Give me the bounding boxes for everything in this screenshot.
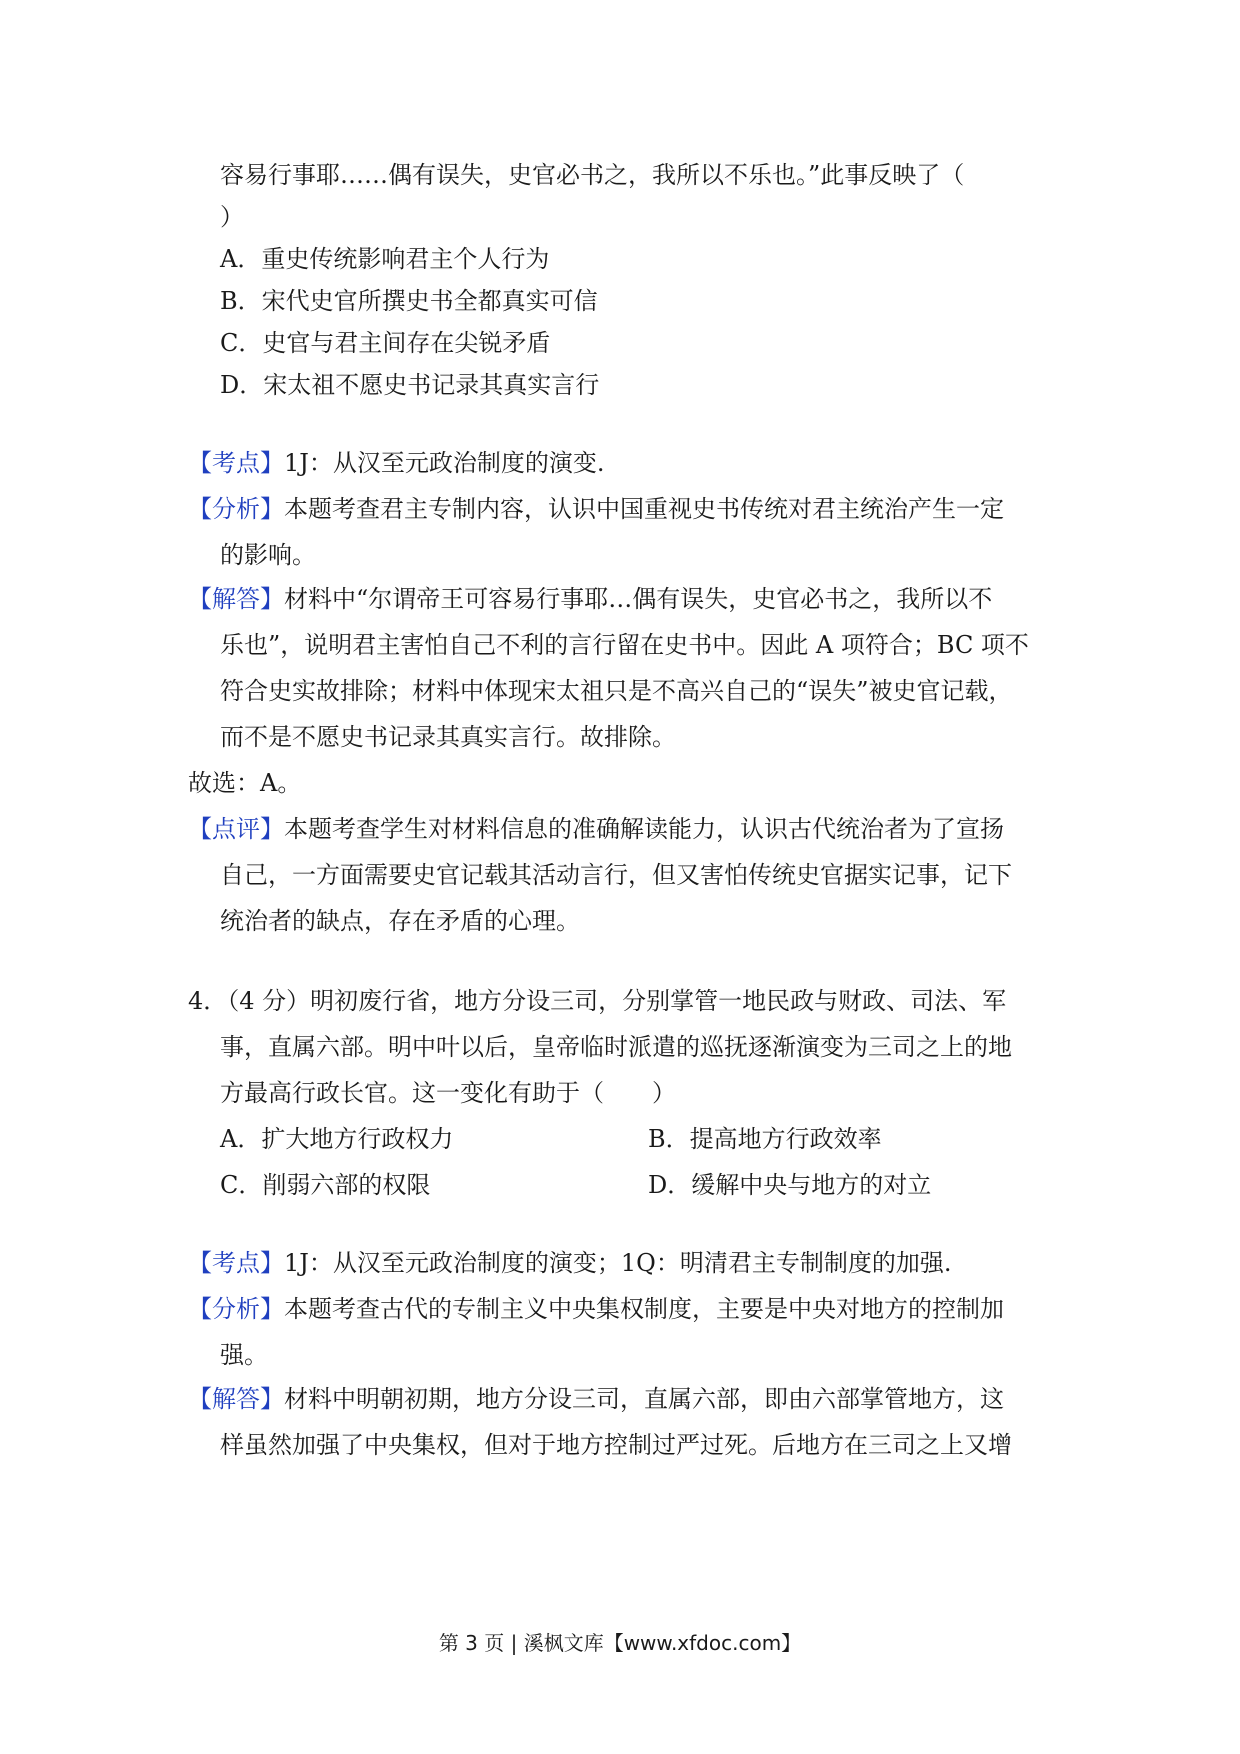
q4-option-d: D．缓解中央与地方的对立 bbox=[648, 1171, 932, 1199]
q3-jieda-line3: 符合史实故排除；材料中体现宋太祖只是不高兴自己的“误失”被史官记载， bbox=[220, 677, 1013, 705]
kaodian-text: 1J：从汉至元政治制度的演变. bbox=[284, 449, 605, 477]
q3-dianping-line3: 统治者的缺点，存在矛盾的心理。 bbox=[220, 907, 580, 935]
q4-option-a: A．扩大地方行政权力 bbox=[220, 1125, 454, 1153]
q3-stem-line1: 容易行事耶……偶有误失，史官必书之，我所以不乐也。”此事反映了（ bbox=[220, 161, 965, 189]
q4-stem-line3: 方最高行政长官。这一变化有助于（ ） bbox=[220, 1079, 676, 1107]
fenxi-tag: 【分析】 bbox=[188, 1295, 284, 1323]
fenxi-text: 本题考查君主专制内容，认识中国重视史书传统对君主统治产生一定 bbox=[284, 495, 1004, 523]
kaodian-tag: 【考点】 bbox=[188, 1249, 284, 1277]
q3-kaodian bbox=[188, 448, 605, 478]
q3-option-a: A．重史传统影响君主个人行为 bbox=[220, 245, 550, 273]
q3-stem-line2: ） bbox=[220, 203, 244, 231]
q4-fenxi bbox=[188, 1294, 1004, 1324]
q3-fenxi bbox=[188, 494, 1004, 524]
q3-option-b: B．宋代史官所撰史书全都真实可信 bbox=[220, 287, 598, 315]
fenxi-text: 本题考查古代的专制主义中央集权制度，主要是中央对地方的控制加 bbox=[284, 1295, 1004, 1323]
q4-option-c: C．削弱六部的权限 bbox=[220, 1171, 431, 1199]
jieda-tag: 【解答】 bbox=[188, 585, 284, 613]
fenxi-tag: 【分析】 bbox=[188, 495, 284, 523]
kaodian-tag: 【考点】 bbox=[188, 449, 284, 477]
q3-jieda-line2: 乐也”，说明君主害怕自己不利的言行留在史书中。因此 A 项符合；BC 项不 bbox=[220, 631, 1029, 659]
q4-stem-line1: 4．（4 分）明初废行省，地方分设三司，分别掌管一地民政与财政、司法、军 bbox=[188, 987, 1007, 1015]
dianping-text: 本题考查学生对材料信息的准确解读能力，认识古代统治者为了宣扬 bbox=[284, 815, 1004, 843]
page-footer: 第 3 页 | 溪枫文库【www.xfdoc.com】 bbox=[438, 1631, 802, 1655]
q3-dianping-line2: 自己，一方面需要史官记载其活动言行，但又害怕传统史官据实记事，记下 bbox=[220, 861, 1012, 889]
q3-guxuan: 故选：A。 bbox=[188, 769, 302, 797]
q4-option-b: B．提高地方行政效率 bbox=[648, 1125, 882, 1153]
q4-jieda-line2: 样虽然加强了中央集权，但对于地方控制过严过死。后地方在三司之上又增 bbox=[220, 1431, 1012, 1459]
jieda-text: 材料中明朝初期，地方分设三司，直属六部，即由六部掌管地方，这 bbox=[284, 1385, 1004, 1413]
jieda-tag: 【解答】 bbox=[188, 1385, 284, 1413]
q4-kaodian bbox=[188, 1248, 951, 1278]
q3-option-c: C．史官与君主间存在尖锐矛盾 bbox=[220, 329, 551, 357]
dianping-tag: 【点评】 bbox=[188, 815, 284, 843]
jieda-text: 材料中“尔谓帝王可容易行事耶…偶有误失，史官必书之，我所以不 bbox=[284, 585, 993, 613]
q4-jieda bbox=[188, 1384, 1004, 1414]
q3-jieda-line4: 而不是不愿史书记录其真实言行。故排除。 bbox=[220, 723, 676, 751]
kaodian-text: 1J：从汉至元政治制度的演变；1Q：明清君主专制制度的加强. bbox=[284, 1249, 952, 1277]
q3-jieda bbox=[188, 584, 992, 614]
q4-stem-line2: 事，直属六部。明中叶以后，皇帝临时派遣的巡抚逐渐演变为三司之上的地 bbox=[220, 1033, 1012, 1061]
q3-fenxi-line2: 的影响。 bbox=[220, 541, 316, 569]
q3-option-d: D．宋太祖不愿史书记录其真实言行 bbox=[220, 371, 600, 399]
q3-dianping bbox=[188, 814, 1004, 844]
q4-fenxi-line2: 强。 bbox=[220, 1341, 268, 1369]
